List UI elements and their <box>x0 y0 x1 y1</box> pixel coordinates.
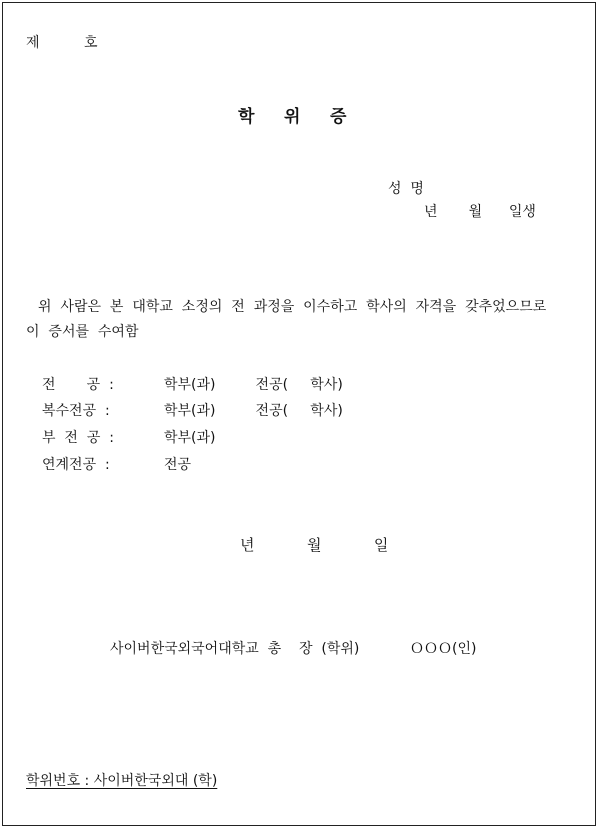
major-value-minor: 학부(과) <box>164 430 216 446</box>
certificate-title: 학 위 증 <box>238 107 347 127</box>
major-label-linked: 연계전공 : <box>42 457 110 473</box>
body-text-line-1: 위 사람은 본 대학교 소정의 전 과정을 이수하고 학사의 자격을 갖추었으므로 <box>38 299 547 315</box>
issuer-university: 사이버한국외국어대학교 총 장 (학위) <box>110 641 360 657</box>
issuer-signature: ＯＯＯ(인) <box>410 641 477 657</box>
certificate-number-label: 제 호 <box>26 35 98 51</box>
major-value-primary: 학부(과) 전공( 학사) <box>164 377 343 393</box>
degree-number-footer: 학위번호 : 사이버한국외대 (학) <box>26 773 218 789</box>
major-value-double: 학부(과) 전공( 학사) <box>164 403 343 419</box>
major-label-minor: 부 전 공 : <box>42 430 114 446</box>
recipient-birth-label: 년 월 일생 <box>424 204 536 220</box>
issue-date: 년 월 일 <box>240 536 389 554</box>
body-text-line-2: 이 증서를 수여함 <box>26 324 139 340</box>
recipient-name-label: 성 명 <box>388 181 424 197</box>
major-label-double: 복수전공 : <box>42 403 110 419</box>
major-value-linked: 전공 <box>164 457 192 473</box>
major-label-primary: 전 공 : <box>42 377 114 393</box>
